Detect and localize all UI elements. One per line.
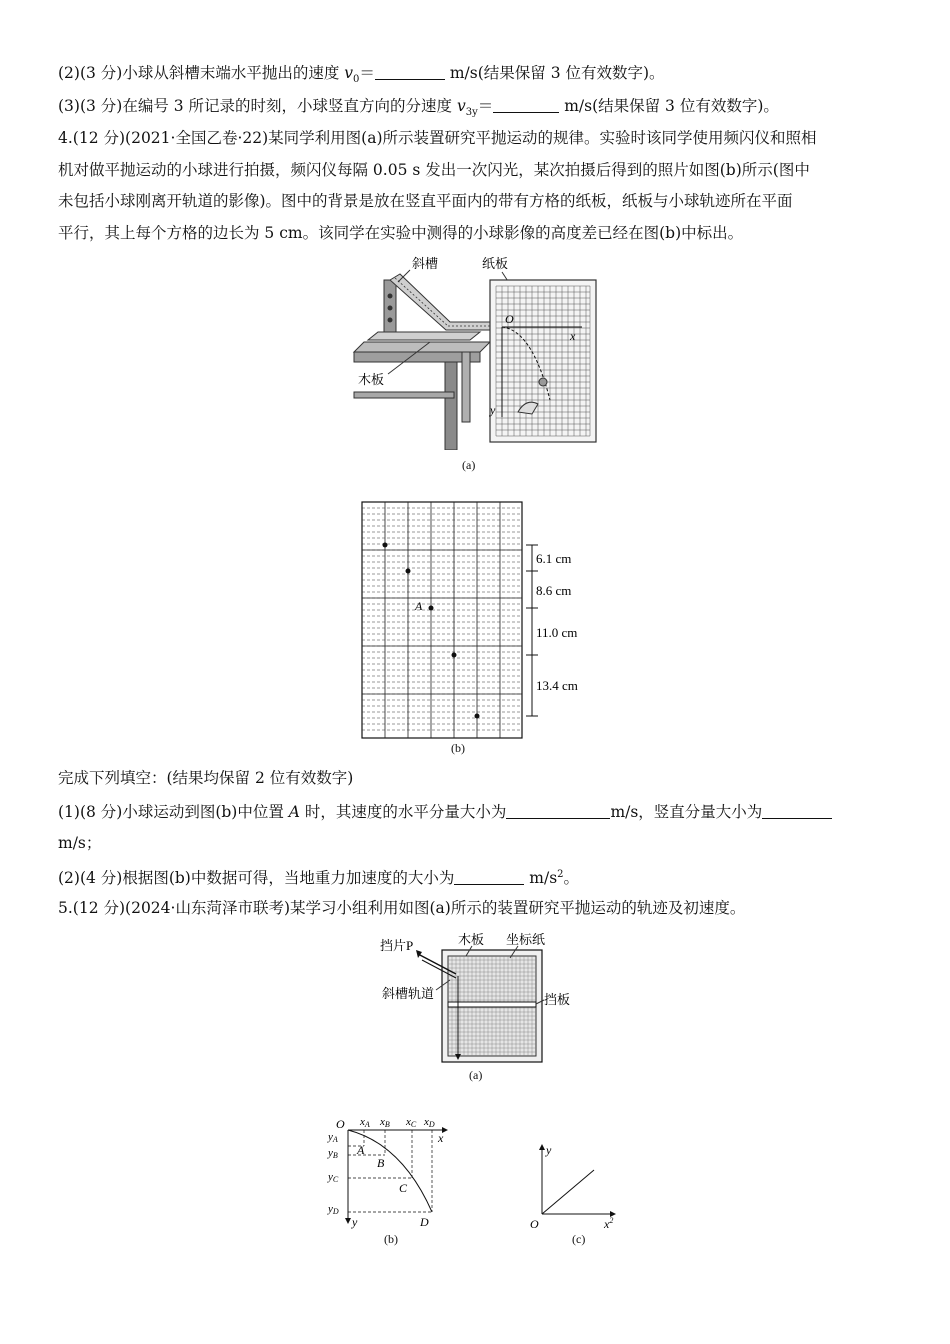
ball-position-a: [429, 606, 434, 611]
q4-figure-a: [350, 252, 610, 450]
label-axis-y-c: y: [546, 1143, 552, 1157]
label-p: 挡片P: [380, 938, 414, 953]
q4-part1-unit: m/s；: [58, 834, 102, 852]
tick-y-d: yD: [328, 1203, 339, 1216]
point-a-label: A: [357, 1143, 365, 1157]
label-board: 纸板: [482, 256, 509, 271]
label-origin-o-b: O: [336, 1117, 345, 1131]
ball-position-5: [475, 714, 480, 719]
label-origin-o-c: O: [530, 1217, 539, 1231]
q4-line2: 机对做平抛运动的小球进行拍摄，频闪仪每隔 0.05 s 发出一次闪光，某次拍摄后得到的照片如图(b)所示(图中: [58, 161, 810, 179]
label-wood: 木板: [358, 372, 385, 387]
q4-part2: (2)(4 分)根据图(b)中数据可得，当地重力加速度的大小为 $m/s^2$。: [58, 869, 580, 888]
label-origin-o: O: [505, 312, 514, 326]
answer-blank[interactable]: [762, 802, 832, 819]
height-diff-3: 11.0 cm: [536, 625, 578, 640]
label-baffle: 挡板: [544, 992, 571, 1007]
label-point-a: A: [415, 599, 423, 613]
label-axis-x2-c: $x^2$: [604, 1216, 614, 1231]
label-wood-5: 木板: [458, 932, 485, 947]
answer-blank[interactable]: [493, 96, 559, 113]
answer-blank[interactable]: [506, 802, 610, 819]
label-axis-x: x: [570, 329, 576, 343]
q5-fig-c-caption: (c): [572, 1232, 586, 1246]
answer-blank[interactable]: [375, 63, 445, 80]
q5-figure-b: [322, 1112, 458, 1230]
q4-fig-a-caption: (a): [462, 458, 476, 472]
answer-blank[interactable]: [454, 868, 524, 885]
point-c-label: C: [399, 1181, 408, 1195]
q5-fig-b-caption: (b): [384, 1232, 398, 1246]
fit-line: [542, 1170, 594, 1214]
q4-line1: 4.(12 分)(2021·全国乙卷·22)某同学利用图(a)所示装置研究平抛运动的规律。实验时该同学使用频闪仪和照相: [58, 129, 817, 147]
q4-line3: 未包括小球刚离开轨道的影像)。图中的背景是放在竖直平面内的带有方格的纸板，纸板与小球轨迹所在平面: [58, 192, 793, 210]
q5-figure-c: [520, 1136, 626, 1232]
height-diff-4: 13.4 cm: [536, 678, 578, 693]
tick-x-b: xB: [380, 1116, 390, 1129]
height-diff-2: 8.6 cm: [536, 583, 572, 598]
point-b-label: B: [377, 1156, 385, 1170]
q5-line1: 5.(12 分)(2024·山东菏泽市联考)某学习小组利用如图(a)所示的装置研究平抛运动的轨迹及初速度。: [58, 899, 746, 917]
height-diff-1: 6.1 cm: [536, 551, 572, 566]
label-axis-y: y: [490, 403, 496, 417]
label-axis-x-b: x: [438, 1131, 444, 1145]
q4-figure-b: [360, 500, 600, 744]
ball-position-2: [406, 569, 411, 574]
tick-x-d: xD: [424, 1116, 435, 1129]
q4-part1: (1)(8 分)小球运动到图(b)中位置 A 时，其速度的水平分量大小为 m/s，竖直分量大小为: [58, 801, 832, 823]
tick-y-c: yC: [328, 1171, 339, 1184]
q3-part3: (3)(3 分)在编号 3 所记录的时刻，小球竖直方向的分速度 $v_{3y}= m/s$(结果保留 3 位有效数字)。: [58, 97, 779, 119]
ball-position-4: [452, 653, 457, 658]
ball-position-1: [383, 543, 388, 548]
tick-y-a: yA: [328, 1131, 338, 1144]
point-d-label: D: [420, 1215, 429, 1229]
label-track: 斜槽轨道: [382, 986, 435, 1001]
q5-fig-a-caption: (a): [469, 1068, 483, 1082]
tick-x-c: xC: [406, 1116, 417, 1129]
q4-fig-b-caption: (b): [451, 741, 465, 755]
q5-figure-a: [378, 932, 588, 1066]
label-chute: 斜槽: [412, 256, 439, 271]
q3-part2: (2)(3 分)小球从斜槽末端水平抛出的速度 $v_0= m/s$(结果保留 3 位有效数字)。: [58, 64, 665, 86]
q4-line4: 平行，其上每个方格的边长为 5 cm。该同学在实验中测得的小球影像的高度差已经在图(b)中标出。: [58, 224, 744, 242]
tick-x-a: xA: [360, 1116, 370, 1129]
q4-instruction: 完成下列填空：(结果均保留 2 位有效数字): [58, 769, 354, 787]
label-paper: 坐标纸: [506, 932, 546, 947]
label-axis-y-b: y: [352, 1215, 358, 1229]
tick-y-b: yB: [328, 1147, 338, 1160]
